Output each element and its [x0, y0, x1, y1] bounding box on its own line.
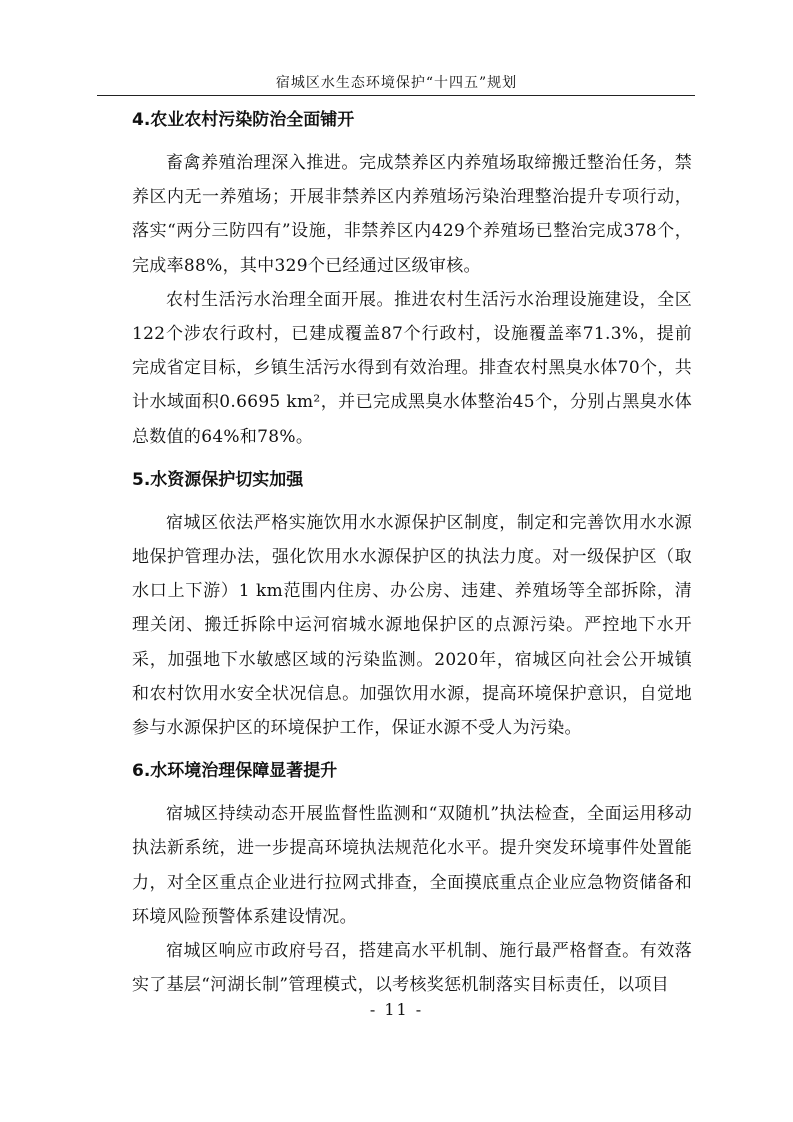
header-title: 宿城区水生态环境保护“十四五”规划 — [275, 75, 518, 91]
section-heading-4: 4.农业农村污染防治全面铺开 — [132, 110, 355, 130]
page-body — [132, 104, 692, 1002]
paragraph-water-source: 宿城区依法严格实施饮用水水源保护区制度，制定和完善饮用水水源地保护管理办法，强化饮用水水源保护区的执法力度。对一级保护区（取水口上下游）1 km范围内住房、办公房、违建、养殖场等全部拆除，清理关闭、搬迁拆除中运河宿城水源地保护区的点源污染。严控地下水开采，加强地下水敏感区域的污染监测。2020年，宿城区向社会公开城镇和农村饮用水安全状况信息。加强饮用水源，提高环境保护意识，自觉地参与水源保护区的环境保护工作，保证水源不受人为污染。 — [132, 512, 692, 739]
section-heading-6: 6.水环境治理保障显著提升 — [132, 761, 338, 782]
header-divider — [97, 95, 695, 96]
page-number: - 11 - — [369, 1000, 424, 1019]
paragraph-monitoring: 宿城区持续动态开展监督性监测和“双随机”执法检查，全面运用移动执法新系统，进一步提高环境执法规范化水平。提升突发环境事件处置能力，对全区重点企业进行拉网式排查，全面摸底重点企业应急物资储备和环境风险预警体系建设情况。 — [132, 804, 692, 927]
paragraph-rural-sewage: 农村生活污水治理全面开展。推进农村生活污水治理设施建设，全区122个涉农行政村，已建成覆盖87个行政村，设施覆盖率71.3%，提前完成省定目标，乡镇生活污水得到有效治理。排查农村黑臭水体70个，共计水域面积0.6695 km²，并已完成黑臭水体整治45个，分别占黑臭水体总数值的64%和78%。 — [132, 289, 692, 447]
paragraph-livestock: 畜禽养殖治理深入推进。完成禁养区内养殖场取缔搬迁整治任务，禁养区内无一养殖场；开展非禁养区内养殖场污染治理整治提升专项行动，落实“两分三防四有”设施，非禁养区内429个养殖场已整治完成378个，完成率88%，其中329个已经通过区级审核。 — [132, 153, 692, 276]
paragraph-river-chief: 宿城区响应市政府号召，搭建高水平机制、施行最严格督查。有效落实了基层“河湖长制”管理模式，以考核奖惩机制落实目标责任，以项目 — [132, 941, 692, 996]
section-heading-5: 5.水资源保护切实加强 — [132, 469, 304, 490]
